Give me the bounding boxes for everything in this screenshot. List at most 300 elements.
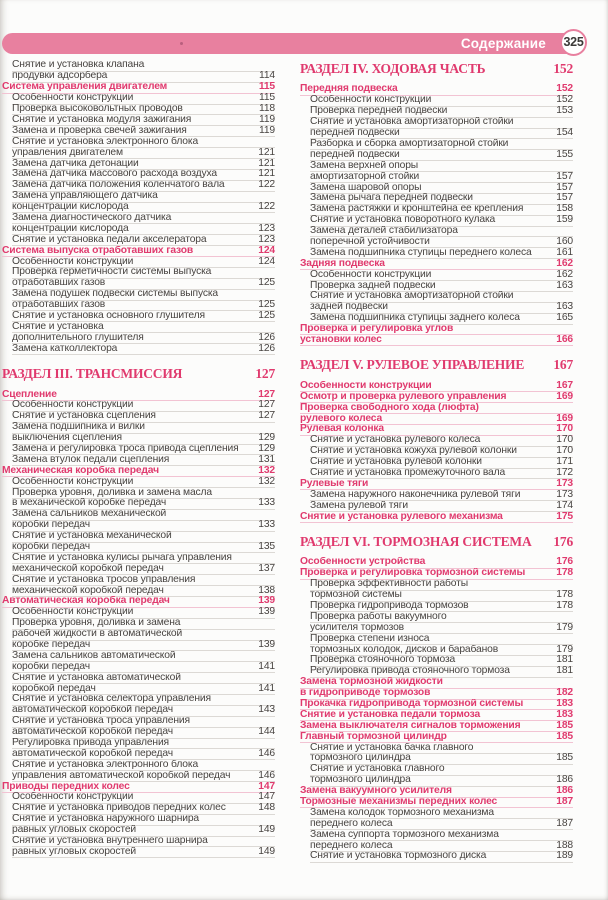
toc-entry-text: механической коробкой передач [12, 563, 164, 574]
toc-entry-text: отработавших газов [12, 300, 106, 311]
toc-entry-page-number: 183 [556, 708, 573, 720]
toc-entry-text: Снятие и установка рулевой колонки [310, 457, 482, 468]
toc-category-entry [2, 246, 275, 257]
toc-entry [12, 94, 275, 105]
toc-entry-text: переднего колеса [310, 818, 393, 829]
toc-entry-text: Замена подшипника и вилки [12, 422, 145, 433]
toc-entry-page-number: 123 [258, 222, 275, 234]
toc-entry [12, 673, 275, 684]
toc-category-entry [300, 798, 573, 809]
toc-entry [12, 706, 275, 717]
toc-entry-text: Замена верхней опоры [310, 160, 419, 171]
toc-entry [12, 717, 275, 728]
toc-entry-text: Проверка эффективности работы [310, 579, 468, 590]
toc-entry [310, 314, 573, 325]
toc-entry-text: Особенности конструкции [300, 380, 432, 391]
toc-entry [310, 458, 573, 469]
toc-entry-page-number: 132 [258, 464, 275, 476]
toc-entry-text: Особенности конструкции [12, 400, 134, 411]
toc-entry-text: Снятие и установка кожуха рулевой колонки [310, 446, 517, 457]
toc-entry [310, 819, 573, 830]
toc-entry-text: Проверка гидропривода тормозов [310, 601, 469, 611]
toc-entry-text: отработавших газов [12, 278, 106, 289]
toc-entry [12, 181, 275, 192]
toc-entry-text: равных угловых скоростей [12, 846, 137, 857]
toc-entry [12, 532, 275, 543]
toc-entry-page-number: 124 [258, 255, 275, 267]
toc-entry-text: Замена управляющего датчика [12, 191, 158, 202]
toc-entry-text: амортизаторной стойки [310, 171, 420, 182]
toc-entry-page-number: 172 [556, 466, 573, 478]
toc-entry [310, 830, 573, 841]
toc-entry-page-number: 122 [258, 201, 275, 213]
toc-category-entry [2, 83, 275, 94]
toc-entry-page-number: 125 [258, 309, 275, 321]
toc-entry-text: коробке передач [12, 640, 91, 651]
toc-entry-page-number: 174 [556, 499, 573, 511]
toc-entry-text: Замена наружного наконечника рулевой тяги [310, 489, 521, 500]
toc-entry-page-number: 127 [258, 410, 275, 422]
toc-entry-text: Снятие и установка промежуточного вала [310, 467, 506, 478]
toc-entry-page-number: 186 [556, 785, 573, 797]
toc-entry [310, 447, 573, 458]
toc-entry-page-number: 173 [556, 488, 573, 500]
toc-entry [310, 205, 573, 216]
toc-entry-page-number: 129 [258, 432, 275, 444]
toc-entry-text: Особенности устройства [300, 557, 426, 568]
toc-entry [310, 580, 573, 591]
toc-entry-text: в механической коробке передач [12, 498, 167, 509]
toc-entry-text: концентрации кислорода [12, 223, 129, 234]
toc-entry-text: Проверка высоковольтных проводов [12, 104, 183, 115]
toc-entry [12, 630, 275, 641]
toc-section-header [300, 535, 573, 549]
toc-entry-page-number: 167 [556, 379, 573, 391]
toc-entry-page-number: 182 [556, 687, 573, 699]
toc-entry-text: Снятие и установка селектора управления [12, 694, 211, 705]
toc-entry-text: поперечной устойчивости [310, 236, 430, 247]
toc-entry-page-number: 163 [556, 279, 573, 291]
toc-entry-page-number: 135 [258, 541, 275, 552]
toc-entry-page-number: 169 [556, 412, 573, 424]
toc-entry-text: Особенности конструкции [310, 269, 432, 280]
toc-entry [310, 129, 573, 140]
toc-entry-page-number: 179 [556, 621, 573, 633]
toc-entry-text: Замена сальников механической [12, 509, 167, 520]
toc-entry-text: тормозного цилиндра [310, 753, 411, 764]
toc-entry [310, 96, 573, 107]
toc-entry-page-number: 160 [556, 235, 573, 247]
toc-entry-text: Особенности конструкции [12, 607, 134, 618]
toc-entry-text: Система выпуска отработавших газов [2, 245, 194, 256]
toc-entry [12, 192, 275, 203]
toc-entry-text: Замена тормозной жидкости [300, 677, 443, 688]
toc-entry-text: Приводы передних колес [2, 781, 130, 792]
toc-entry-text: Снятие и установка амортизаторной стойки [310, 117, 514, 128]
toc-entry-page-number: 171 [556, 456, 573, 468]
toc-entry [12, 344, 275, 355]
toc-entry-text: Механическая коробка передач [2, 465, 159, 476]
toc-section-page-number: 127 [255, 366, 275, 382]
toc-category-entry [2, 597, 275, 608]
toc-entry-page-number: 133 [258, 497, 275, 509]
toc-entry-text: Замена и регулировка троса привода сцепления [12, 443, 239, 454]
toc-entry [310, 248, 573, 259]
toc-entry-page-number: 147 [258, 780, 275, 792]
toc-entry-page-number: 121 [258, 146, 275, 158]
toc-entry-page-number: 129 [258, 442, 275, 454]
toc-entry-text: Проверка работы вакуумного [310, 611, 447, 622]
toc-entry [310, 270, 573, 281]
toc-entry [12, 322, 275, 333]
toc-entry-text: Замена шаровой опоры [310, 182, 422, 193]
toc-entry-text: Проверка степени износа [310, 633, 430, 644]
toc-entry-text: Замена сальников автоматической [12, 650, 176, 661]
toc-entry-text: Замена деталей стабилизатора [310, 226, 458, 237]
toc-entry [12, 442, 275, 456]
toc-entry-text: Снятие и установка педали тормоза [300, 709, 481, 720]
toc-entry-text: равных угловых скоростей [12, 825, 137, 836]
toc-entry-text: Особенности конструкции [12, 93, 134, 104]
toc-section-title: РАЗДЕЛ V. РУЛЕВОЕ УПРАВЛЕНИЕ [300, 358, 525, 373]
toc-entry-page-number: 157 [556, 192, 573, 204]
toc-entry-page-number: 157 [556, 181, 573, 193]
toc-entry-text: тормозных колодок, дисков и барабанов [310, 644, 499, 655]
toc-entry-text: Проверка стояночного тормоза [310, 655, 456, 666]
toc-entry-text: Задняя подвеска [300, 258, 385, 269]
toc-entry [12, 257, 275, 268]
toc-entry-page-number: 147 [258, 791, 275, 803]
toc-entry-page-number: 139 [258, 606, 275, 618]
toc-entry-page-number: 170 [556, 434, 573, 446]
toc-entry-page-number: 118 [259, 103, 275, 115]
toc-entry-text: Замена втулок педали сцепления [12, 454, 170, 465]
toc-entry-text: Снятие и установка рулевого механизма [300, 511, 503, 522]
toc-entry-text: Снятие и установка кулисы рычага управления [12, 552, 232, 563]
toc-section-header [2, 367, 275, 381]
toc-entry-text: Снятие и установка основного глушителя [12, 310, 205, 321]
toc-entry-text: Тормозные механизмы передних колес [300, 797, 498, 808]
toc-entry [310, 754, 573, 765]
toc-entry-text: Передняя подвеска [300, 84, 398, 95]
toc-entry [12, 159, 275, 170]
toc-entry-page-number: 139 [258, 639, 275, 651]
toc-entry-page-number: 125 [258, 299, 275, 311]
toc-entry-text: Разборка и сборка амортизаторной стойки [310, 138, 509, 149]
toc-category-entry [2, 466, 275, 477]
toc-entry-page-number: 187 [556, 817, 573, 829]
toc-entry [12, 553, 275, 564]
toc-entry [310, 490, 573, 501]
toc-entry-text: Снятие и установка электронного блока [12, 759, 199, 770]
toc-entry-text: Снятие и установка [12, 321, 104, 332]
toc-entry [12, 793, 275, 804]
toc-entry [310, 634, 573, 645]
toc-entry [12, 543, 275, 554]
toc-entry [310, 743, 573, 754]
toc-entry [12, 61, 275, 72]
toc-category-entry [300, 558, 573, 569]
toc-entry-text: коробки передач [12, 542, 90, 552]
toc-entry-text: Снятие и установка рулевого колеса [310, 435, 481, 446]
toc-entry-page-number: 178 [556, 567, 573, 579]
toc-entry-page-number: 119 [259, 113, 275, 125]
toc-entry-page-number: 132 [258, 475, 275, 487]
toc-entry-text: Замена датчика массового расхода воздуха [12, 169, 217, 180]
toc-entry-text: Проверка герметичности системы выпуска [12, 267, 212, 278]
toc-entry [310, 765, 573, 776]
toc-entry-page-number: 154 [556, 127, 573, 139]
toc-entry-text: Замена рычага передней подвески [310, 193, 473, 204]
toc-entry [12, 847, 275, 858]
toc-entry [12, 115, 275, 126]
toc-entry-page-number: 181 [556, 665, 573, 677]
toc-entry [12, 401, 275, 412]
toc-entry [12, 311, 275, 322]
toc-entry-page-number: 169 [556, 390, 573, 402]
toc-entry [12, 105, 275, 116]
toc-entry [12, 510, 275, 521]
toc-entry [12, 608, 275, 619]
toc-entry [310, 645, 573, 656]
toc-entry-text: Замена подшипника ступицы переднего колеса [310, 247, 532, 258]
toc-entry-page-number: 185 [556, 730, 573, 742]
toc-section-page-number: 167 [553, 357, 573, 373]
toc-entry-page-number: 115 [258, 81, 275, 93]
toc-entry-page-number: 163 [556, 301, 573, 313]
toc-entry-page-number: 119 [259, 124, 275, 136]
toc-entry [12, 126, 275, 137]
toc-entry-text: Особенности конструкции [12, 476, 134, 487]
toc-entry [12, 170, 275, 181]
toc-entry-text: Рулевая колонка [300, 424, 384, 435]
toc-entry [310, 292, 573, 303]
toc-entry-text: Особенности конструкции [310, 95, 432, 106]
toc-entry [310, 150, 573, 161]
toc-entry [12, 749, 275, 760]
toc-entry-text: усилителя тормозов [310, 622, 404, 633]
toc-section-title: РАЗДЕЛ III. ТРАНСМИССИЯ [2, 367, 183, 382]
toc-entry-page-number: 178 [556, 589, 573, 601]
toc-entry-text: Снятие и установка тросов управления [12, 574, 196, 585]
toc-entry-page-number: 183 [556, 698, 573, 710]
toc-entry-text: автоматической коробкой передач [12, 727, 173, 738]
toc-entry [310, 466, 573, 480]
toc-entry-text: Главный тормозной цилиндр [300, 731, 447, 742]
toc-entry-page-number: 121 [258, 157, 275, 169]
toc-entry-page-number: 149 [258, 824, 275, 836]
toc-category-entry [300, 732, 573, 743]
toc-category-entry [300, 512, 573, 523]
toc-entry [12, 268, 275, 279]
toc-entry-page-number: 115 [259, 92, 275, 104]
toc-entry [12, 739, 275, 750]
toc-entry [12, 586, 275, 597]
toc-entry-text: Проверка передней подвески [310, 106, 448, 117]
toc-entry [310, 172, 573, 183]
toc-entry [12, 290, 275, 301]
toc-entry-page-number: 133 [258, 519, 275, 531]
toc-entry [12, 477, 275, 488]
toc-entry-text: Снятие и установка приводов передних колес [12, 803, 226, 814]
toc-entry-text: Регулировка привода управления [12, 738, 169, 749]
toc-entry-text: Замена подушек подвески системы выпуска [12, 289, 218, 300]
toc-entry-text: Снятие и установка модуля зажигания [12, 114, 192, 125]
toc-entry [310, 237, 573, 248]
toc-entry-page-number: 144 [258, 726, 275, 738]
toc-section-header [300, 358, 573, 372]
toc-entry-page-number: 175 [556, 510, 573, 522]
toc-entry [12, 423, 275, 434]
toc-entry [12, 521, 275, 532]
toc-entry [310, 602, 573, 613]
toc-entry-text: Особенности конструкции [12, 256, 134, 267]
toc-section-title: РАЗДЕЛ IV. ХОДОВАЯ ЧАСТЬ [300, 62, 486, 76]
toc-entry-text: коробки передач [12, 520, 90, 531]
toc-entry [310, 139, 573, 150]
toc-entry-page-number: 158 [556, 203, 573, 215]
toc-entry-text: управления автоматической коробкой передач [12, 770, 231, 781]
toc-column-right [300, 61, 573, 863]
toc-entry [310, 623, 573, 634]
toc-category-entry [300, 325, 573, 336]
toc-entry [310, 656, 573, 667]
toc-entry [310, 118, 573, 129]
toc-entry [12, 641, 275, 652]
toc-entry-text: продувки адсорбера [12, 71, 108, 82]
toc-entry-text: Замена подшипника ступицы заднего колеса [310, 313, 520, 324]
toc-entry-text: Снятие и установка клапана [12, 60, 145, 71]
toc-entry-page-number: 176 [556, 556, 573, 568]
toc-entry-text: тормозного цилиндра [310, 775, 411, 786]
toc-entry-page-number: 149 [258, 845, 275, 857]
toc-entry-text: установки колес [300, 334, 382, 345]
toc-entry-page-number: 141 [258, 682, 275, 694]
toc-entry [12, 235, 275, 246]
toc-entry [12, 213, 275, 224]
toc-entry-text: Проверка уровня, доливка и замена масла [12, 487, 212, 498]
toc-entry-page-number: 125 [258, 277, 275, 289]
toc-entry-page-number: 165 [556, 312, 573, 324]
toc-entry-text: Снятие и установка автоматической [12, 672, 181, 683]
toc-category-entry [300, 721, 573, 732]
toc-entry-text: Снятие и установка педали акселератора [12, 234, 207, 245]
toc-category-entry [300, 700, 573, 711]
toc-entry [310, 107, 573, 118]
toc-entry [310, 216, 573, 227]
toc-entry-text: механической коробкой передач [12, 585, 164, 596]
toc-category-entry [300, 479, 573, 490]
toc-entry [12, 695, 275, 706]
contents-header-bar [2, 33, 586, 54]
toc-entry [310, 591, 573, 602]
toc-entry-text: Замена выключателя сигналов торможения [300, 720, 521, 731]
toc-entry-page-number: 187 [556, 796, 573, 808]
toc-entry [12, 575, 275, 586]
toc-entry-page-number: 127 [258, 388, 275, 400]
toc-entry-text: Снятие и установка сцепления [12, 411, 156, 422]
toc-entry-text: управления двигателем [12, 147, 123, 158]
toc-entry [310, 194, 573, 205]
toc-entry [12, 804, 275, 815]
toc-category-entry [300, 392, 573, 403]
toc-entry-page-number: 152 [556, 94, 573, 106]
toc-entry-text: Замена датчика детонации [12, 158, 139, 169]
toc-entry [310, 852, 573, 863]
toc-category-entry [300, 85, 573, 96]
toc-entry [310, 436, 573, 447]
toc-entry [12, 728, 275, 739]
toc-entry-text: Замена и проверка свечей зажигания [12, 125, 187, 136]
toc-entry-page-number: 124 [258, 244, 275, 256]
toc-entry-text: Система управления двигателем [2, 82, 168, 93]
toc-entry-text: Снятие и установка главного [310, 764, 445, 775]
scan-speck [180, 42, 183, 45]
toc-entry [310, 281, 573, 292]
toc-entry-text: Проверка и регулировка углов [300, 324, 454, 335]
toc-entry-page-number: 131 [258, 453, 275, 465]
toc-entry-page-number: 181 [556, 654, 573, 666]
toc-entry-page-number: 185 [556, 719, 573, 731]
toc-category-entry [300, 787, 573, 798]
toc-entry [12, 771, 275, 782]
toc-entry-page-number: 188 [556, 839, 573, 851]
toc-entry-text: тормозной системы [310, 590, 402, 601]
toc-entry-text: Регулировка привода стояночного тормоза [310, 666, 510, 677]
toc-entry [310, 161, 573, 172]
toc-entry-text: Снятие и установка механической [12, 531, 172, 542]
toc-entry-text: Замена суппорта тормозного механизма [310, 829, 499, 840]
toc-category-entry [300, 710, 573, 721]
toc-entry [310, 841, 573, 852]
page-number-badge: 325 [560, 29, 587, 56]
toc-entry [12, 837, 275, 848]
toc-entry [12, 662, 275, 673]
toc-entry-text: Снятие и установка амортизаторной стойки [310, 291, 514, 302]
toc-entry [12, 333, 275, 344]
toc-entry [310, 227, 573, 238]
toc-entry-text: переднего колеса [310, 840, 393, 851]
toc-entry [12, 434, 275, 445]
toc-entry [12, 203, 275, 214]
toc-entry-text: автоматической коробкой передач [12, 748, 173, 759]
toc-entry-page-number: 152 [556, 83, 573, 95]
toc-entry-text: Замена колодок тормозного механизма [310, 807, 494, 818]
toc-entry [12, 224, 275, 235]
toc-entry [12, 412, 275, 423]
toc-entry-text: Проверка уровня, доливка и замена [12, 618, 181, 629]
toc-entry-text: Замена диагностического датчика [12, 212, 172, 223]
toc-entry-page-number: 143 [258, 704, 275, 716]
toc-entry [310, 183, 573, 194]
toc-entry-page-number: 137 [258, 562, 275, 574]
toc-entry-text: задней подвески [310, 302, 388, 313]
toc-entry-text: Снятие и установка внутреннего шарнира [12, 836, 208, 847]
toc-entry-page-number: 162 [556, 257, 573, 269]
toc-entry-text: Проверка задней подвески [310, 280, 436, 291]
toc-category-entry [300, 403, 573, 414]
toc-entry [12, 684, 275, 695]
toc-entry-text: Автоматическая коробка передач [2, 596, 170, 607]
toc-entry-page-number: 161 [556, 246, 573, 258]
toc-entry-page-number: 126 [258, 342, 275, 354]
toc-entry-text: Осмотр и проверка рулевого управления [300, 391, 507, 402]
toc-entry-page-number: 155 [556, 148, 573, 160]
toc-category-entry [300, 381, 573, 392]
toc-section-page-number: 176 [553, 533, 573, 549]
toc-entry [12, 72, 275, 83]
toc-entry-text: Рулевые тяги [300, 478, 369, 489]
